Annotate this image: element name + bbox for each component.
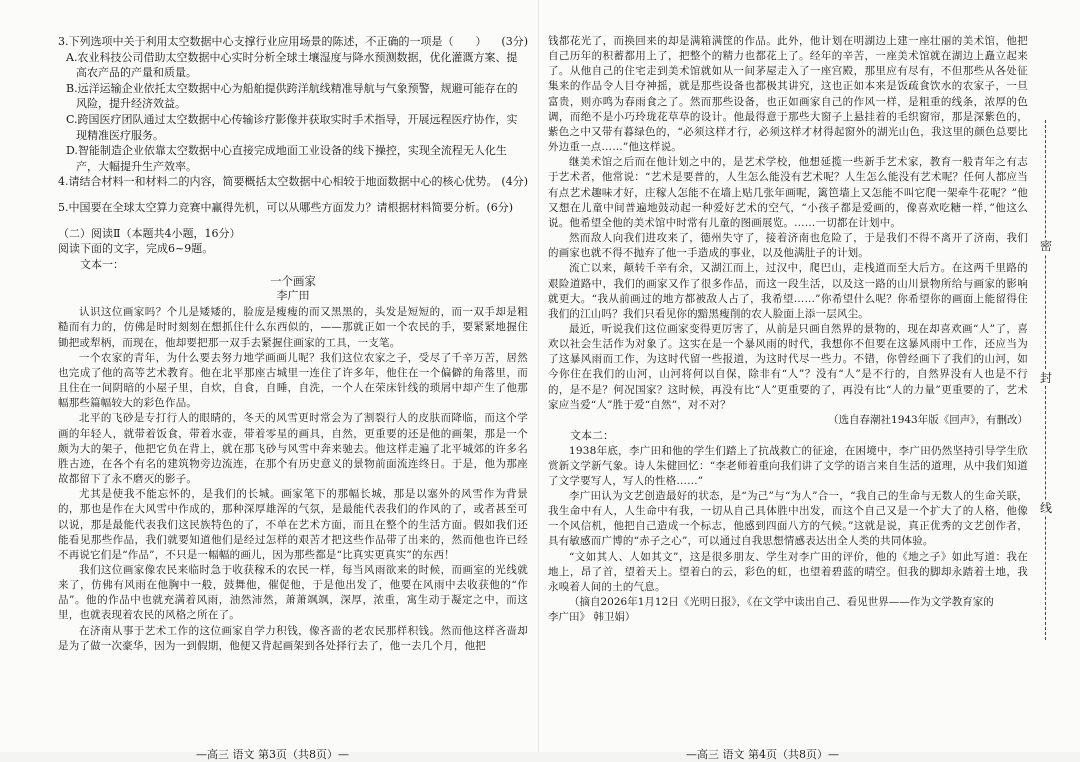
answer-space (58, 190, 528, 200)
section-heading: （二）阅读Ⅱ（本题共4小题，16分） (58, 226, 241, 240)
page-3-footer: —高三 语文 第3页（共8页）— (196, 748, 349, 761)
question-3-option-d: D.智能制造企业依靠太空数据中心直接完成地面工业设备的线下操控，实现全流程无人化生产，大幅提升生产效率。 (66, 144, 507, 173)
paragraph: 流亡以来，颠转千辛有余，又湖江而上，过汉中，爬巴山，走栈道而至大后方。在这两千里路的艰险道路中，我们的画家又作了很多作品，而这一段生活，以及这一路的山川景物所给与画家的影响就更大。“我从前画过的地方都被敌人占了，我希望……”你希望什么呢？你希望你的画面上能留得住我们的江山吗？我们只看见你的黯黑瘦削的农人脸面上添一层风尘。 (548, 262, 1028, 320)
question-3-option-c: C.跨国医疗团队通过太空数据中心传输诊疗影像并获取实时手术指导，开展远程医疗协作，实现精准医疗服务。 (66, 112, 518, 142)
source-citation-2-cont: 李广田》 韩卫娟） (548, 611, 636, 624)
page-divider (538, 0, 539, 752)
article-title: 一个画家 (270, 274, 316, 289)
seal-char-mi: 密 (1036, 238, 1056, 254)
question-5: 5.中国要在全球太空算力竞赛中赢得先机，可以从哪些方面发力？请根据材料简要分析。(6分) (58, 200, 514, 214)
page-3 (58, 34, 528, 730)
seal-char-feng: 封 (1036, 370, 1056, 386)
article-author: 李广田 (276, 289, 310, 303)
paragraph: 1938年底，李广田和他的学生们踏上了抗战救亡的征途，在困境中，李广田仍然坚持引导学生欣赏新文学新气象。诗人朱健回忆：“李老师着重向我们讲了文学的语言来自生活的道理，从中我们知道了文学要写人，写人的性格……” (548, 444, 1028, 487)
paragraph: 李广田认为文艺创造最好的状态，是“为己”与“为人”合一，“我自己的生命与无数人的生命关联，我生命中有人，人生命中有我，一切从自己具体胜中出发，而这个自己又是一个扩大了的人格，他像一个风信机，他把自己造成一个标志，他感到四面八方的气候。”这就是说，真正优秀的文艺创作者，具有敏感而广博的“赤子之心”，可以通过自我思想情感表达出全人类的共同体验。 (548, 489, 1028, 548)
paragraph: 认识这位画家吗？个儿是矮矮的，脸庞是瘦瘦的而又黑黑的，头发是短短的，而一双手却是粗糙而有力的，仿佛是时时刻刻在想抓住什么东西似的，——那就正如一个农民的手，要紧紧地握住锄把或犁柄，而现在，他却要把那一双手去紧握住画家的工具，一支笔。 (58, 306, 528, 349)
question-3: 3.下列选项中关于利用太空数据中心支撑行业应用场景的陈述，不正确的一项是（ ） (3分) (58, 35, 528, 48)
question-4-score: (4分) (501, 175, 528, 189)
question-5-score: (6分) (486, 200, 514, 214)
seal-char-xian: 线 (1036, 500, 1056, 516)
page-4-footer: —高三 语文 第4页（共8页）— (686, 748, 839, 761)
reading-instruction: 阅读下面的文字，完成6~9题。 (58, 242, 214, 256)
paragraph: 北平的飞砂是专打行人的眼睛的，冬天的风雪更时常会为了割裂行人的皮肤而降临，而这个学画的年轻人，就带着饭食，带着水壶，带着零星的画具，自然，更重要的还是他的画架，那是一个颇为大的架子，他把它负在背上，就在那飞砂与风雪中奔来驰去。他这样走遍了北平城郊的许多名胜古迹，在各个有名的建筑物旁边流连，在那个有历史意义的景物前面流连终日。于是，他为那座故都留下了永不磨灭的影子。 (58, 412, 528, 486)
question-4: 4.请结合材料一和材料二的内容，简要概括太空数据中心相较于地面数据中心的核心优势。 (4分) (58, 175, 528, 189)
seal-line (1036, 120, 1056, 640)
paragraph: 最近，听说我们这位画家变得更厉害了，从前是只画自然界的景物的，现在却喜欢画“人”了，喜欢以社会生活作为对象了。这实在是一个暴风雨的时代，我想你不但要在这暴风雨中工作，还应当为了这暴风雨而工作，为这时代留一些报道，为这时代尽一些力。不错，你曾经画下了我们的山河，如今你住在我们的山河，山河将何以自保，除非有“人”？没有“人”是不行的，自然界没有人也是不行的，是不是？何况国家？这时候，再没有比“人”更重要的了，再没有比“人的力量”更重要的了，艺术家应当爱“人”胜于爱“自然”，对不对？ (548, 322, 1028, 411)
answer-space (58, 216, 528, 226)
text1-label: 文本一： (80, 257, 124, 271)
paragraph: “文如其人、人如其文”，这是很多朋友、学生对李广田的评价，他的《地之子》如此写道：我在地上，昂了首，望着天上。望着白的云，彩色的虹，也望着碧蓝的晴空。但我的脚却永踏着土地，我永嗅着人间的土的气息。 (548, 550, 1028, 593)
paragraph: 一个农家的青年，为什么要去努力地学画画儿呢？我们这位农家之子，受尽了千辛万苦，居然也完成了他的高等艺术教育。他在北平那座古城里一连住了许多年，他住在一个偏僻的角落里，而且住在一间阴暗的小屋子里，自炊，自食，自睡，自洗，一个人在荣床针线的琐屑中却产生了他那幅那些篇幅较大的彩色作品。 (58, 351, 528, 410)
paragraph: 然而敌人向我们进攻来了，德州失守了，接着济南也危险了，于是我们不得不离开了济南，我们的画家也就不得不抛弃了他一手造成的事业，以及他满肚子的计划。 (548, 232, 1028, 260)
source-citation-1: （选自春潮社1943年版《回声》，有删改） (828, 413, 1028, 426)
question-3-option-b: B.远洋运输企业依托太空数据中心为船舶提供跨洋航线精准导航与气象预警，规避可能存在的风险，提升经济效益。 (66, 81, 518, 111)
source-citation-2: （摘自2026年1月12日《光明日报》，《在文学中读出自己、看见世界——作为文学教育家的 (569, 596, 994, 609)
question-3-score: (3分) (501, 35, 528, 48)
paragraph: 钱都花光了，而换回来的却是满箱满筐的作品。此外，他计划在明湖边上建一座壮丽的美术馆，他把自己历年的积蓄都用上了，把整个的精力也都花上了。经年的辛苦，一座美术馆就在湖边上矗立起来了。从他自己的住宅走到美术馆就如从一间茅屋走入了一座宫殿，那里应有尽有，不但那些从各处征集来的作品令人目夺神摇，就是那些设备也都极其讲究，这也正如本来是饭疏食饮水的农家子，一旦富贵，则亦鸣为春雨食之了。然而那些设备，也正如画家自己的作风一样，是粗重的线条，浓厚的色调，而绝不是小巧玲珑花草草的设计。他最得意于那些大窗子上悬挂着的毛织窗帘，那是深紫色的，紫色之中又带有暮绿色的，“必须这样才行，必须这样才材得起窗外的湖光山色，我这里的颜色总要比外边重一点……”他这样说。 (548, 35, 1028, 154)
page-4 (548, 34, 1028, 730)
paragraph: 在济南从事于艺术工作的这位画家自学力积钱，像吝啬的老农民那样积钱。然而他这样吝啬却是为了做一次豪华，因为一到假期，他便又背起画架到各处择行去了，他一去几个月，他把 (58, 624, 528, 652)
paragraph: 尤其是使我不能忘怀的，是我们的长城。画家笔下的那幅长城，那是以塞外的风雪作为背景的，那也是作在大风雪中作成的，那种深厚雄浑的气氛，是最能代表我们的作风的了，或者甚至可以说，那是最能代表我们这民族特色的了，不单在艺术方面，而且在整个的生活方面。假如我们还能看见那些作品，我们就要知道他们是经过怎样的艰苦才把这些作品带了出来的，然而他也许已经不再说它们是“作品”，不只是一幅幅的画儿，因为那些都是“比真实更真实”的东西！ (58, 488, 528, 561)
question-3-option-a: A.农业科技公司借助太空数据中心实时分析全球土壤湿度与降水预测数据，优化灌溉方案、提高农产品的产量和质量。 (66, 50, 518, 80)
text2-label: 文本二： (570, 428, 614, 442)
paragraph: 继美术馆之后而在他计划之中的，是艺术学校，他想延揽一些新手艺术家，教育一般青年之有志于艺术者，他常说：“艺术是要普的，人生怎么能没有艺术呢？人生怎么能没有艺术呢？任何人都应当有点艺术趣味才好，庄稼人怎能不在墙上贴几张年画呢，篱笆墙上又怎能不叫它爬一架牵牛花呢？”他又想在儿童中间普遍地鼓动起一种爱好艺术的空气，“小孩子都是爱画的，像喜欢吃糖一样，”他这么说。他希望全他的美术馆中时常有儿童的图画展览。……一切都在计划中。 (548, 156, 1028, 229)
paragraph: 我们这位画家像农民来临时急于收获稼禾的农民一样，每当风雨欲来的时候，而画室的光线就来了，仿佛有风雨在他胸中一般，鼓舞他，催促他，于是他出发了，他要在风雨中去收获他的“作品”。他的作品中也就充满着风雨，油然沛然，萧萧飒飒，深厚，浓重，寓生动于凝定之中，而这里，也就表现着农民的风格之所在了。 (58, 563, 528, 622)
